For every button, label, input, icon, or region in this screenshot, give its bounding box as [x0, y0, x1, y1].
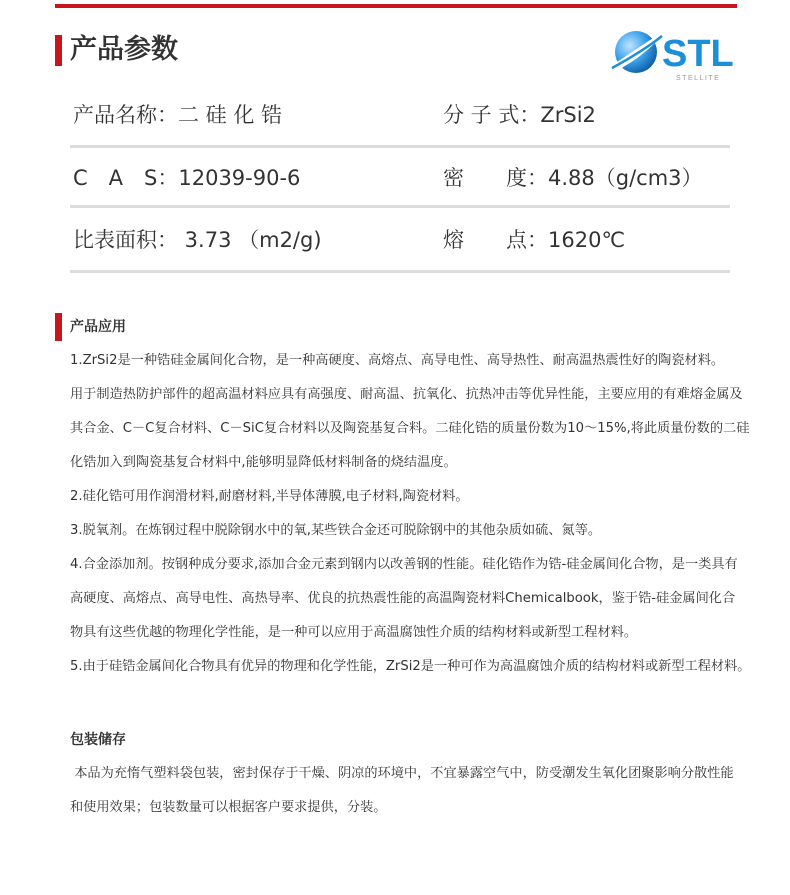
application-line: 高硬度、高熔点、高导电性、高热导率、优良的抗热震性能的高温陶瓷材料Chemicalbook，鉴于锆-硅金属间化合: [70, 591, 736, 606]
storage-line: 和使用效果；包装数量可以根据客户要求提供，分装。: [70, 800, 387, 815]
row-divider: [70, 270, 730, 273]
param-density: 密 度：4.88（g/cm3）: [443, 166, 703, 190]
application-accent-bar: [55, 313, 62, 341]
application-line: 用于制造热防护部件的超高温材料应具有高强度、耐高温、抗氧化、抗热冲击等优异性能，主要应用的有难熔金属及: [70, 387, 743, 402]
application-line: 2.硅化锆可用作润滑材料,耐磨材料,半导体薄膜,电子材料,陶瓷材料。: [70, 489, 469, 504]
svg-text:STL: STL: [662, 33, 734, 75]
param-cas: C A S：12039-90-6: [73, 166, 301, 190]
param-row-name: [70, 85, 730, 145]
param-row-surface: [70, 210, 730, 270]
application-title: 产品应用: [70, 319, 126, 335]
row-divider: [70, 205, 730, 208]
application-line: 其合金、C－C复合材料、C－SiC复合材料以及陶瓷基复合料。二硅化锆的质量份数为10～15%,将此质量份数的二硅: [70, 421, 750, 436]
stl-logo: [608, 22, 738, 84]
top-red-rule: [55, 4, 737, 8]
application-line: 物具有这些优越的物理化学性能，是一种可以应用于高温腐蚀性介质的结构材料或新型工程材料。: [70, 625, 638, 640]
application-line: 3.脱氧剂。在炼钢过程中脱除钢水中的氧,某些铁合金还可脱除钢中的其他杂质如硫、氮等。: [70, 523, 602, 538]
application-line: 5.由于硅锆金属间化合物具有优异的物理和化学性能，ZrSi2是一种可作为高温腐蚀介质的结构材料或新型工程材料。: [70, 659, 751, 674]
param-row-cas: [70, 148, 730, 208]
globe-logo-icon: [608, 22, 738, 84]
application-line: 1.ZrSi2是一种锆硅金属间化合物，是一种高硬度、高熔点、高导电性、高导热性、耐高温热震性好的陶瓷材料。: [70, 353, 725, 368]
application-line: 4.合金添加剂。按钢种成分要求,添加合金元素到钢内以改善钢的性能。硅化锆作为锆-硅金属间化合物，是一类具有: [70, 557, 738, 572]
param-surface-area: 比表面积： 3.73 （m2/g): [73, 228, 322, 252]
storage-line: 本品为充惰气塑料袋包装，密封保存于干燥、阴凉的环境中，不宜暴露空气中，防受潮发生氧化团聚影响分散性能: [70, 766, 734, 781]
storage-title: 包装储存: [70, 732, 126, 748]
param-product-name: 产品名称：二 硅 化 锆: [73, 103, 283, 127]
application-line: 化锆加入到陶瓷基复合材料中,能够明显降低材料制备的烧结温度。: [70, 455, 457, 470]
svg-text:STELLITE: STELLITE: [676, 75, 721, 82]
param-formula: 分 子 式：ZrSi2: [443, 103, 596, 127]
param-melting-point: 熔 点：1620℃: [443, 228, 626, 252]
page-title: 产品参数: [70, 34, 178, 65]
title-accent-bar: [55, 35, 62, 66]
